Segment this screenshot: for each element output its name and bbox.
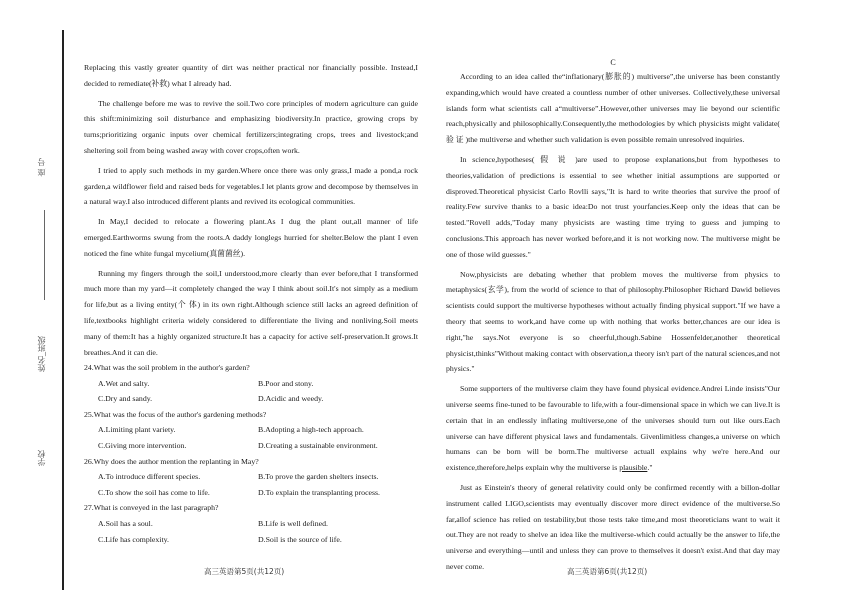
question-stem: 26.Why does the author mention the replanting in May? bbox=[84, 456, 259, 466]
left-paragraph-1: Replacing this vastly greater quantity of dirt was neither practical nor financially possible. Instead,I decided to remediate(补救) what I already had. bbox=[84, 63, 418, 88]
option-b: B.To prove the garden shelters insects. bbox=[258, 472, 379, 482]
left-paragraph-2: The challenge before me was to revive the soil.Two core principles of modern agriculture can guide this shift:minimizing soil disturbance and emphasizing biodiversity.In practice, growing crops by turns;prioritizing organic inputs over chemical fertilizers;integrating crops, trees and livestock;and sheltering soil from being washed away with cover crops,often work. bbox=[84, 98, 418, 155]
option-a: A.Soil has a soul. bbox=[98, 518, 153, 528]
option-c: C.Dry and sandy. bbox=[98, 394, 153, 404]
underlined-word: plausible bbox=[619, 463, 648, 473]
left-page-footer: 高三英语第5页(共12页) bbox=[204, 567, 285, 576]
question-27 bbox=[84, 500, 418, 547]
option-d: D.To explain the transplanting process. bbox=[258, 487, 381, 497]
left-paragraph-3: I tried to apply such methods in my garden.Where once there was only grass,I made a pond,a rock garden,a wildflower field and raised beds for vegetables.I let plants grow and decompose by themselves in a natural way.I also introduced different plants and revived its ecological communities. bbox=[84, 165, 418, 207]
option-b: B.Poor and stony. bbox=[258, 378, 314, 388]
question-stem: 25.What was the focus of the author's gardening methods? bbox=[84, 409, 267, 419]
option-b: B.Adopting a high-tech approach. bbox=[258, 425, 364, 435]
section-heading: C bbox=[610, 58, 616, 67]
right-page-passage bbox=[446, 58, 780, 579]
question-26 bbox=[84, 454, 418, 501]
option-d: D.Soil is the source of life. bbox=[258, 534, 342, 544]
left-paragraph-4: In May,I decided to relocate a flowering plant.As I dug the plant out,all manner of life emerged.Earthworms swung from the roots.A daddy longlegs hurried for shelter.Below the plant I even noticed the fine white fungal mycelium(真菌菌丝). bbox=[84, 217, 418, 258]
option-d: D.Creating a sustainable environment. bbox=[258, 440, 378, 450]
left-page-passage bbox=[84, 60, 418, 364]
seat-number-label: 座 号 bbox=[37, 158, 46, 177]
right-paragraph-5: Just as Einstein's theory of general relativity could only be confirmed recently with a billon-dollar instrument called LIGO,scientists may eventually discover more direct evidence of the multiverse.So far,allof science has relied on testability,but those tests take time,and most theoreticians want to wait it out.They are not ready to shelve an idea like the multiverse-which could actually be the answer to life,the universe and everything—until and unless they can prove to themselves it doesn't exist.And that day may never come. bbox=[446, 482, 780, 571]
right-paragraph-3: Now,physicists are debating whether that problem moves the multiverse from physics to metaphysics(玄学), from the world of science to that of philosophy.Philosopher Richard Dawid believes scientists could support the multiverse hypotheses without actually finding physical support."If we have a theory that seems to work,and have come up with nothing that works better,chances are our idea is right,"he says.Not everyone is so cheerful,though.Sabine Hossenfelder,another theoretical physicist,thinks"Without making contact with observation,a theory isn't part of the natural sciences,and not physics." bbox=[446, 269, 780, 374]
binding-line bbox=[62, 30, 64, 590]
question-stem: 27.What is conveyed in the last paragraph? bbox=[84, 503, 219, 513]
option-a: A.Wet and salty. bbox=[98, 378, 150, 388]
right-page-footer: 高三英语第6页(共12页) bbox=[567, 567, 648, 576]
paragraph-text: Some supporters of the multiverse claim they have found physical evidence.Andrei Linde insists"Our universe seems fine-tuned to be favourable to life,with a four-dimensional space in which we can live.It is certain that in an endlessly inflating multiverse,one of the universes should turn out like ours.Each universe can have different physical laws and fundamentals. Givenlimitless changes,a universe on which humans can be born will be borm.The multiverse actuall explains why we're here.And our existence,therefore,helps explain why the multiverse is bbox=[446, 384, 780, 473]
school-label: 学校 bbox=[37, 450, 46, 466]
question-25 bbox=[84, 407, 418, 454]
question-stem: 24.What was the soil problem in the author's garden? bbox=[84, 363, 250, 372]
option-d: D.Acidic and weedy. bbox=[258, 394, 324, 404]
option-a: A.Limiting plant variety. bbox=[98, 425, 176, 435]
left-paragraph-5: Running my fingers through the soil,I understood,more clearly than ever before,that I transformed much more than my yard—it completely changed the way I think about soil.It's not simply as a medium for life,but as a living entity(个 体) in its own right.Although science still lacks an agreed definition of life,textbooks highlight criteria widely considered to differentiate the living and nonliving.Soil meets many of them:It has a highly organized structure.It has a capacity for active self-preservation.It grows.It breathes.And it can die. bbox=[84, 268, 418, 357]
name-class-label: 姓名_班级 bbox=[37, 336, 46, 372]
right-paragraph-1: According to an idea called the“inflationary(膨胀的) multiverse”,the universe has been constantly expanding,which would have created a countless number of other universes. Collectively,these universal islands form what scientists call a“multiverse”.However,other universes may lie beyond our scientific reach,physically and philosophically.Consequently,the methodologies by which physicists might validate( 验 证 )the multiverse and whether such validation is even possible remain unresolved inquiries. bbox=[446, 72, 780, 145]
right-paragraph-4 bbox=[446, 381, 780, 476]
question-list bbox=[84, 360, 418, 547]
option-b: B.Life is well defined. bbox=[258, 518, 328, 528]
option-c: C.Life has complexity. bbox=[98, 534, 169, 544]
option-a: A.To introduce different species. bbox=[98, 472, 201, 482]
question-24 bbox=[84, 360, 418, 407]
right-paragraph-2: In science,hypotheses( 假 说 )are used to propose explanations,but from hypotheses to theories,validation of predictions is essential to see whether initial assumptions are supported or disproved.Theoretical physicist Carlo Rovlli says,"It is hard to write theories that survive the proof of reality.Few survive thanks to a basic idea:Do not trust yourfancies.Keep only the ideas that can be tested."Rovell adds,"Today many physicists are wasting time trying to guess and jumping to conclusions.This approach has never worked before,and it is not working now. The multiverse might be one of those wild guesses." bbox=[446, 154, 780, 259]
option-c: C.To show the soil has come to life. bbox=[98, 487, 210, 497]
option-c: C.Giving more intervention. bbox=[98, 440, 187, 450]
seat-number-rule bbox=[44, 210, 45, 300]
closing-quote: ." bbox=[647, 463, 653, 473]
